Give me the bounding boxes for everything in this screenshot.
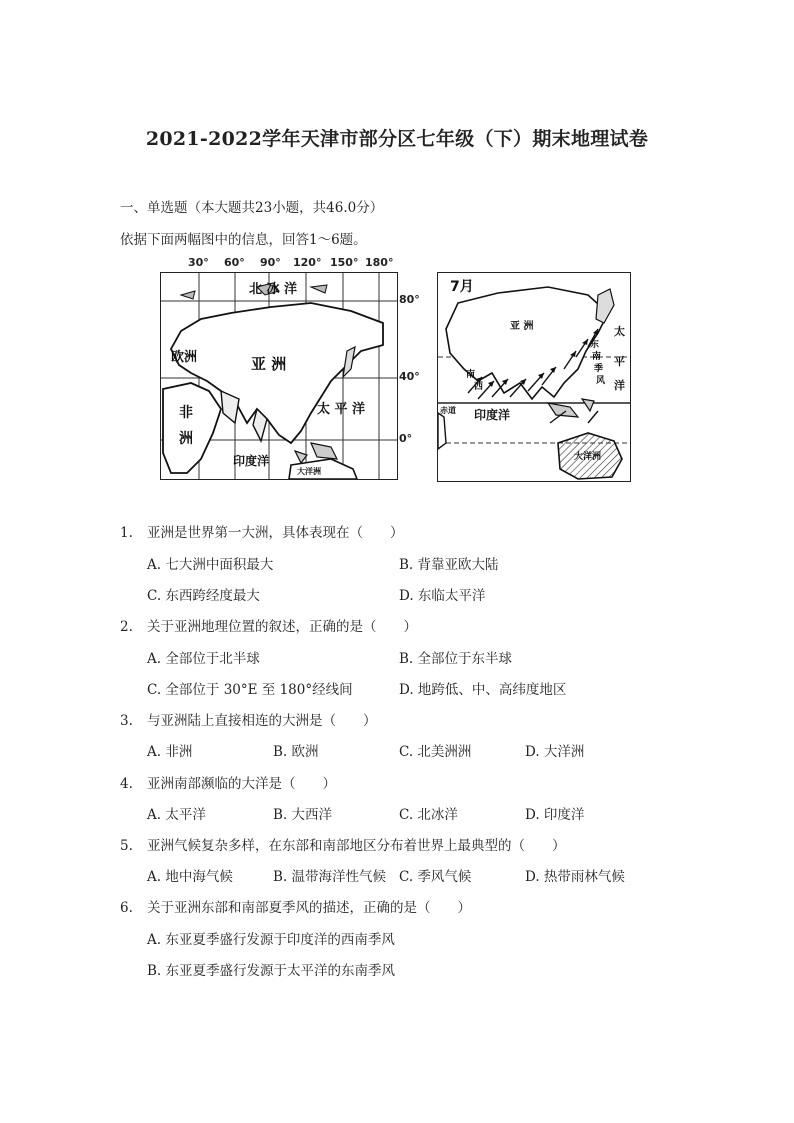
- july-monsoon-map: [437, 272, 631, 482]
- label-africa-2: 洲: [179, 431, 193, 447]
- q4-option-b[interactable]: B. 大西洋: [273, 807, 333, 823]
- label-indian-ocean: 印度洋: [233, 454, 270, 468]
- label-pacific-3: 洋: [614, 379, 625, 392]
- section-heading: 一、单选题（本大题共23小题，共46.0分）: [120, 200, 384, 216]
- lon-120: 120°: [293, 256, 322, 269]
- question-4: [120, 772, 336, 792]
- question-3: [120, 709, 377, 729]
- q3-option-a[interactable]: A. 非洲: [147, 744, 193, 760]
- q5-option-c[interactable]: C. 季风气候: [399, 869, 472, 885]
- q5-option-b[interactable]: B. 温带海洋性气候: [273, 869, 387, 885]
- question-stem: 与亚洲陆上直接相连的大洲是（ ）: [147, 713, 377, 729]
- label-arctic-ocean: 北 冰 洋: [249, 282, 298, 297]
- q4-option-a[interactable]: A. 太平洋: [147, 807, 206, 823]
- q3-option-d[interactable]: D. 大洋洲: [525, 744, 585, 760]
- lon-150: 150°: [330, 256, 359, 269]
- label-pacific-ocean: 太 平 洋: [317, 402, 366, 417]
- q4-option-d[interactable]: D. 印度洋: [525, 807, 585, 823]
- label-equator: 赤道: [440, 406, 456, 415]
- label-monsoon-south: 南: [592, 352, 602, 362]
- question-stem: 亚洲是世界第一大洲，具体表现在（ ）: [147, 525, 404, 541]
- q2-option-c[interactable]: C. 全部位于 30°E 至 180°经线间: [147, 682, 353, 698]
- lat-80: 80°: [399, 293, 420, 306]
- lon-60: 60°: [224, 256, 245, 269]
- longitude-labels: [160, 256, 400, 272]
- label-sw-west: 西: [474, 382, 484, 392]
- label-pacific-2: 平: [614, 355, 625, 368]
- question-number: 2.: [120, 619, 133, 635]
- question-stem: 关于亚洲地理位置的叙述，正确的是（ ）: [147, 619, 417, 635]
- label-july: 7月: [450, 279, 474, 295]
- q1-option-a[interactable]: A. 七大洲中面积最大: [147, 557, 274, 573]
- latitude-labels: [399, 272, 429, 478]
- label-asia-right: 亚 洲: [510, 321, 534, 332]
- q3-option-c[interactable]: C. 北美洲洲: [399, 744, 472, 760]
- label-monsoon-east: 东: [590, 340, 600, 350]
- q6-option-a[interactable]: A. 东亚夏季盛行发源于印度洋的西南季风: [147, 932, 395, 948]
- label-oceania: 大洋洲: [297, 467, 321, 476]
- question-number: 5.: [120, 838, 133, 854]
- question-intro: 依据下面两幅图中的信息，回答1～6题。: [120, 232, 367, 248]
- question-number: 6.: [120, 900, 133, 916]
- lat-40: 40°: [399, 370, 420, 383]
- label-europe: 欧洲: [171, 350, 198, 365]
- asia-location-map: [160, 272, 398, 480]
- lon-180: 180°: [365, 256, 394, 269]
- q1-option-d[interactable]: D. 东临太平洋: [399, 588, 486, 604]
- q5-option-a[interactable]: A. 地中海气候: [147, 869, 233, 885]
- label-oceania-right: 大洋洲: [574, 452, 602, 462]
- q3-option-b[interactable]: B. 欧洲: [273, 744, 319, 760]
- question-number: 1.: [120, 525, 133, 541]
- q5-option-d[interactable]: D. 热带雨林气候: [525, 869, 625, 885]
- label-asia: 亚 洲: [251, 355, 287, 373]
- q2-option-d[interactable]: D. 地跨低、中、高纬度地区: [399, 682, 567, 698]
- question-stem: 亚洲南部濒临的大洋是（ ）: [147, 776, 336, 792]
- q6-option-b[interactable]: B. 东亚夏季盛行发源于太平洋的东南季风: [147, 963, 396, 979]
- lon-90: 90°: [260, 256, 281, 269]
- q2-option-a[interactable]: A. 全部位于北半球: [147, 651, 260, 667]
- question-stem: 亚洲气候复杂多样，在东部和南部地区分布着世界上最典型的（ ）: [147, 838, 566, 854]
- label-africa-1: 非: [179, 405, 193, 421]
- question-6: [120, 896, 471, 916]
- lat-0: 0°: [399, 432, 413, 445]
- question-5: [120, 834, 566, 854]
- label-indian-right: 印度洋: [474, 408, 511, 422]
- q1-option-b[interactable]: B. 背靠亚欧大陆: [399, 557, 499, 573]
- question-number: 3.: [120, 713, 133, 729]
- question-2: [120, 615, 417, 635]
- q1-option-c[interactable]: C. 东西跨经度最大: [147, 588, 260, 604]
- label-monsoon-wind: 风: [596, 376, 606, 386]
- label-pacific-1: 太: [614, 325, 625, 338]
- question-number: 4.: [120, 776, 133, 792]
- question-1: [120, 521, 404, 541]
- label-monsoon-season: 季: [594, 364, 604, 374]
- lon-30: 30°: [188, 256, 209, 269]
- question-stem: 关于亚洲东部和南部夏季风的描述，正确的是（ ）: [147, 900, 471, 916]
- label-sw-south: 南: [466, 370, 476, 380]
- q4-option-c[interactable]: C. 北冰洋: [399, 807, 458, 823]
- exam-title: 2021-2022学年天津市部分区七年级（下）期末地理试卷: [145, 128, 649, 150]
- q2-option-b[interactable]: B. 全部位于东半球: [399, 651, 513, 667]
